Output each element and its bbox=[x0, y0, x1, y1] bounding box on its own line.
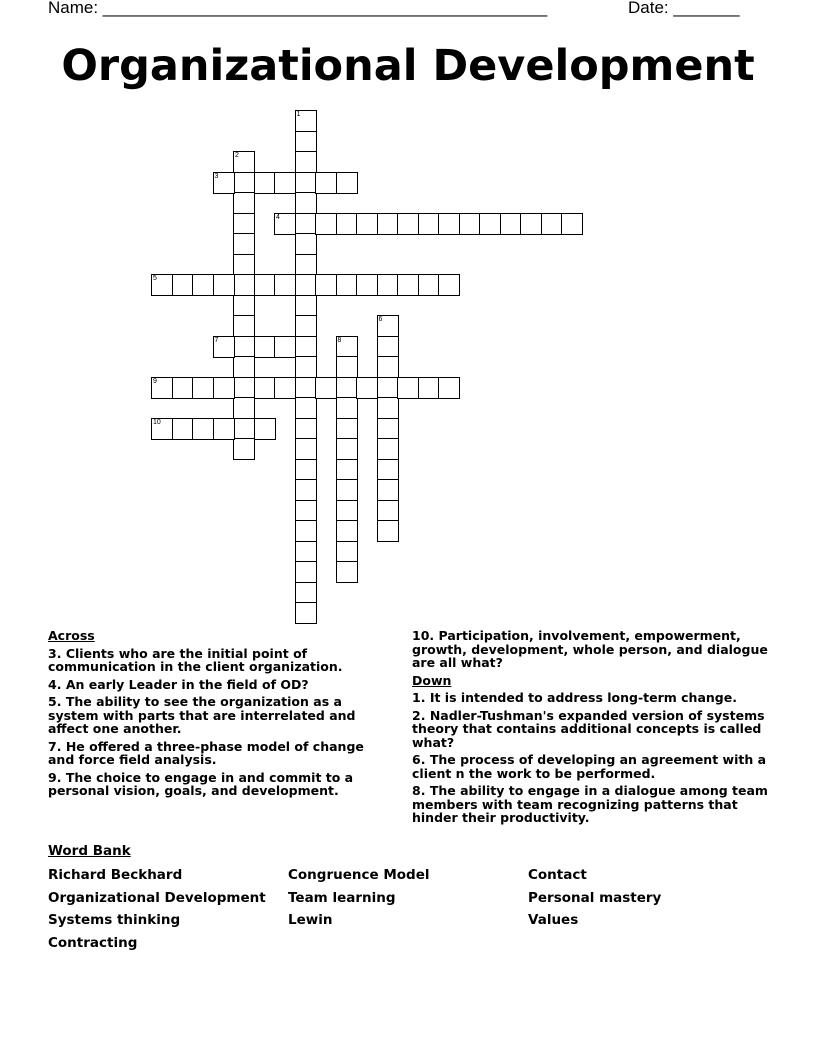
crossword-cell[interactable] bbox=[561, 213, 583, 235]
word-bank-item: Personal mastery bbox=[528, 890, 662, 906]
name-field-label: Name: _______________________________________________ bbox=[48, 0, 548, 17]
crossword-cell[interactable] bbox=[356, 213, 378, 235]
crossword-cell[interactable] bbox=[151, 377, 173, 399]
crossword-cell[interactable] bbox=[541, 213, 563, 235]
crossword-cell[interactable] bbox=[377, 418, 399, 440]
crossword-cell[interactable] bbox=[274, 377, 296, 399]
crossword-cell[interactable] bbox=[172, 418, 194, 440]
crossword-cell[interactable] bbox=[418, 213, 440, 235]
crossword-cell[interactable] bbox=[233, 315, 255, 337]
crossword-cell[interactable] bbox=[274, 274, 296, 296]
clue-across-4: 4. An early Leader in the field of OD? bbox=[48, 676, 309, 692]
crossword-cell[interactable] bbox=[192, 418, 214, 440]
word-bank-item: Team learning bbox=[288, 890, 396, 906]
crossword-cell[interactable] bbox=[295, 602, 317, 624]
crossword-cell[interactable] bbox=[315, 377, 337, 399]
crossword-cell[interactable] bbox=[336, 213, 358, 235]
crossword-cell[interactable] bbox=[377, 397, 399, 419]
crossword-cell[interactable] bbox=[336, 479, 358, 501]
clue-down-6: 6. The process of developing an agreement with a client n the work to be performed. bbox=[412, 752, 767, 781]
crossword-cell[interactable] bbox=[213, 274, 235, 296]
clue-down-2: 2. Nadler-Tushman's expanded version of systems theory that contains additional concepts is called what? bbox=[412, 707, 765, 750]
crossword-cell[interactable] bbox=[213, 336, 235, 358]
crossword-cell[interactable] bbox=[336, 336, 358, 358]
word-bank-item: Richard Beckhard bbox=[48, 867, 183, 883]
crossword-cell[interactable] bbox=[295, 151, 317, 173]
crossword-cell[interactable] bbox=[295, 254, 317, 276]
crossword-cell[interactable] bbox=[295, 479, 317, 501]
crossword-cell[interactable] bbox=[397, 377, 419, 399]
crossword-cell[interactable] bbox=[172, 377, 194, 399]
crossword-cell[interactable] bbox=[295, 110, 317, 132]
crossword-cell[interactable] bbox=[336, 561, 358, 583]
crossword-cell[interactable] bbox=[377, 500, 399, 522]
word-bank-item: Lewin bbox=[288, 912, 333, 928]
word-bank-item: Contracting bbox=[48, 935, 138, 951]
crossword-cell[interactable] bbox=[479, 213, 501, 235]
crossword-cell[interactable] bbox=[336, 520, 358, 542]
crossword-cell[interactable] bbox=[377, 315, 399, 337]
clue-across-10: 10. Participation, involvement, empowerment, growth, development, whole person, and dialogue are all what? bbox=[412, 628, 768, 670]
crossword-cell[interactable] bbox=[254, 274, 276, 296]
crossword-cell[interactable] bbox=[315, 274, 337, 296]
crossword-cell[interactable] bbox=[377, 479, 399, 501]
clue-number: 9 bbox=[153, 377, 157, 385]
crossword-cell[interactable] bbox=[356, 274, 378, 296]
crossword-cell[interactable] bbox=[192, 274, 214, 296]
crossword-cell[interactable] bbox=[295, 561, 317, 583]
clue-down-8: 8. The ability to engage in a dialogue among team members with team recognizing patterns that hinder their productivity. bbox=[412, 783, 768, 825]
crossword-cell[interactable] bbox=[377, 336, 399, 358]
crossword-cell[interactable] bbox=[336, 438, 358, 460]
date-field-label: Date: _______ bbox=[628, 0, 740, 17]
crossword-cell[interactable] bbox=[213, 172, 235, 194]
crossword-cell[interactable] bbox=[233, 274, 255, 296]
clue-across-7: 7. He offered a three-phase model of change and force field analysis. bbox=[48, 738, 364, 767]
clue-across-3: 3. Clients who are the initial point of communication in the client organization. bbox=[48, 645, 343, 674]
crossword-cell[interactable] bbox=[295, 336, 317, 358]
crossword-cell[interactable] bbox=[336, 356, 358, 378]
crossword-cell[interactable] bbox=[295, 397, 317, 419]
crossword-cell[interactable] bbox=[295, 582, 317, 604]
crossword-cell[interactable] bbox=[438, 377, 460, 399]
crossword-cell[interactable] bbox=[295, 500, 317, 522]
crossword-cell[interactable] bbox=[438, 274, 460, 296]
crossword-cell[interactable] bbox=[295, 172, 317, 194]
crossword-cell[interactable] bbox=[295, 541, 317, 563]
crossword-cell[interactable] bbox=[233, 397, 255, 419]
crossword-cell[interactable] bbox=[151, 418, 173, 440]
crossword-cell[interactable] bbox=[336, 274, 358, 296]
crossword-cell[interactable] bbox=[254, 172, 276, 194]
crossword-cell[interactable] bbox=[254, 336, 276, 358]
crossword-cell[interactable] bbox=[377, 459, 399, 481]
clue-number: 6 bbox=[378, 316, 383, 323]
crossword-cell[interactable] bbox=[233, 377, 255, 399]
crossword-cell[interactable] bbox=[336, 541, 358, 563]
crossword-cell[interactable] bbox=[172, 274, 194, 296]
crossword-cell[interactable] bbox=[213, 377, 235, 399]
word-bank-item: Organizational Development bbox=[48, 890, 266, 906]
crossword-cell[interactable] bbox=[295, 192, 317, 214]
crossword-cell[interactable] bbox=[274, 213, 296, 235]
crossword-cell[interactable] bbox=[295, 315, 317, 337]
clue-number: 10 bbox=[153, 418, 161, 426]
crossword-cell[interactable] bbox=[377, 520, 399, 542]
crossword-cell[interactable] bbox=[233, 172, 255, 194]
crossword-cell[interactable] bbox=[233, 192, 255, 214]
crossword-cell[interactable] bbox=[233, 233, 255, 255]
crossword-cell[interactable] bbox=[418, 274, 440, 296]
clue-number: 1 bbox=[296, 111, 301, 118]
clue-across-9: 9. The choice to engage in and commit to a personal vision, goals, and development. bbox=[48, 769, 354, 798]
crossword-cell[interactable] bbox=[500, 213, 522, 235]
crossword-cell[interactable] bbox=[233, 418, 255, 440]
crossword-cell[interactable] bbox=[377, 213, 399, 235]
crossword-cell[interactable] bbox=[233, 336, 255, 358]
crossword-cell[interactable] bbox=[336, 418, 358, 440]
crossword-cell[interactable] bbox=[336, 377, 358, 399]
word-bank-item: Congruence Model bbox=[288, 867, 430, 883]
crossword-cell[interactable] bbox=[233, 213, 255, 235]
crossword-cell[interactable] bbox=[233, 151, 255, 173]
crossword-cell[interactable] bbox=[295, 418, 317, 440]
crossword-cell[interactable] bbox=[254, 377, 276, 399]
crossword-cell[interactable] bbox=[295, 274, 317, 296]
crossword-cell[interactable] bbox=[356, 377, 378, 399]
clue-down-1: 1. It is intended to address long-term change. bbox=[412, 690, 737, 705]
crossword-cell[interactable] bbox=[295, 131, 317, 153]
crossword-cell[interactable] bbox=[213, 418, 235, 440]
crossword-cell[interactable] bbox=[233, 356, 255, 378]
crossword-cell[interactable] bbox=[336, 172, 358, 194]
word-bank-title: Word Bank bbox=[48, 843, 131, 859]
crossword-cell[interactable] bbox=[336, 459, 358, 481]
puzzle-title: Organizational Development bbox=[61, 41, 755, 91]
clue-number: 3 bbox=[214, 172, 219, 180]
crossword-cell[interactable] bbox=[151, 274, 173, 296]
clue-number: 5 bbox=[153, 275, 157, 282]
crossword-cell[interactable] bbox=[377, 356, 399, 378]
crossword-cell[interactable] bbox=[397, 274, 419, 296]
crossword-cell[interactable] bbox=[336, 397, 358, 419]
crossword-cell[interactable] bbox=[438, 213, 460, 235]
crossword-cell[interactable] bbox=[233, 295, 255, 317]
crossword-cell[interactable] bbox=[377, 438, 399, 460]
crossword-cell[interactable] bbox=[295, 377, 317, 399]
clue-across-5: 5. The ability to see the organization as a system with parts that are interrelated and affect one another. bbox=[48, 694, 356, 736]
across-heading: Across bbox=[48, 628, 95, 643]
clue-number: 7 bbox=[214, 336, 219, 344]
crossword-cell[interactable] bbox=[295, 213, 317, 235]
crossword-cell[interactable] bbox=[336, 500, 358, 522]
crossword-cell[interactable] bbox=[274, 336, 296, 358]
clue-number: 4 bbox=[276, 213, 280, 221]
word-bank-item: Values bbox=[528, 912, 579, 928]
crossword-cell[interactable] bbox=[295, 233, 317, 255]
crossword-cell[interactable] bbox=[418, 377, 440, 399]
clues-right-column bbox=[412, 629, 772, 829]
crossword-cell[interactable] bbox=[254, 418, 276, 440]
crossword-cell[interactable] bbox=[295, 356, 317, 378]
crossword-cell[interactable] bbox=[377, 274, 399, 296]
crossword-cell[interactable] bbox=[520, 213, 542, 235]
clues-left-column bbox=[48, 629, 388, 802]
crossword-cell[interactable] bbox=[459, 213, 481, 235]
crossword-cell[interactable] bbox=[192, 377, 214, 399]
crossword-cell[interactable] bbox=[295, 438, 317, 460]
crossword-cell[interactable] bbox=[295, 520, 317, 542]
word-bank-item: Systems thinking bbox=[48, 912, 181, 928]
down-heading: Down bbox=[412, 672, 452, 688]
word-bank-item: Contact bbox=[528, 867, 587, 883]
crossword-cell[interactable] bbox=[315, 213, 337, 235]
crossword-cell[interactable] bbox=[274, 172, 296, 194]
crossword-cell[interactable] bbox=[377, 377, 399, 399]
crossword-cell[interactable] bbox=[315, 172, 337, 194]
crossword-cell[interactable] bbox=[397, 213, 419, 235]
crossword-cell[interactable] bbox=[233, 254, 255, 276]
crossword-cell[interactable] bbox=[233, 438, 255, 460]
crossword-cell[interactable] bbox=[295, 295, 317, 317]
clue-number: 8 bbox=[337, 336, 342, 344]
clue-number: 2 bbox=[235, 152, 239, 159]
crossword-cell[interactable] bbox=[295, 459, 317, 481]
